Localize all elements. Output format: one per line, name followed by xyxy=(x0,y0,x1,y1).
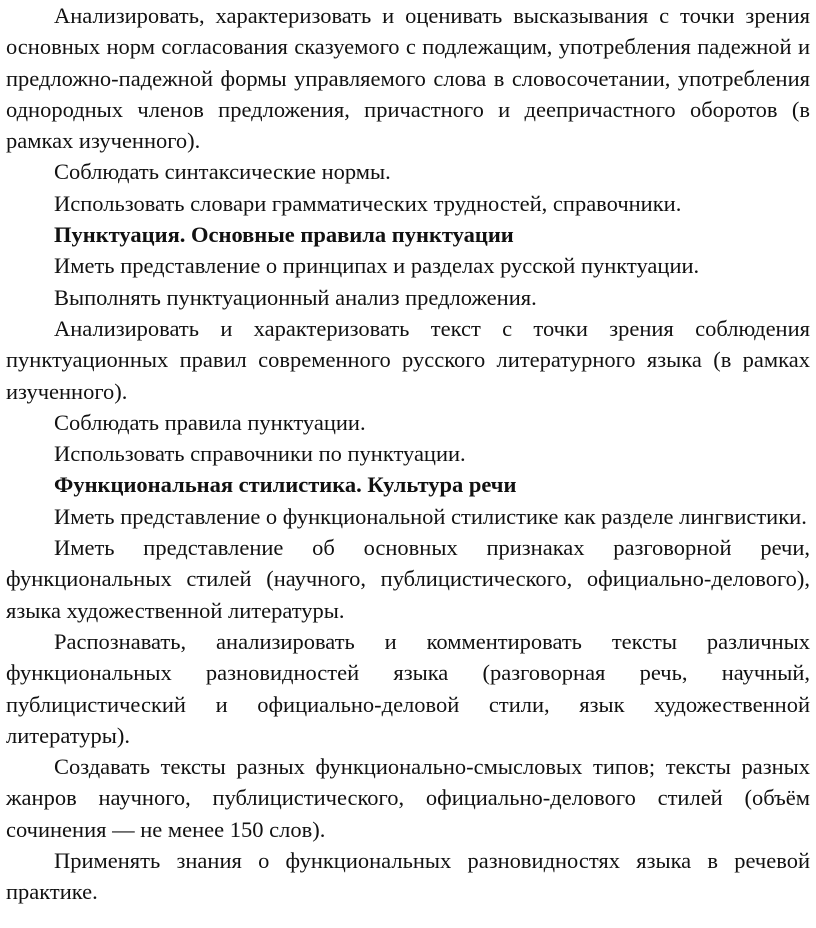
paragraph: Анализировать, характеризовать и оценивать высказывания с точки зрения основных норм согласования сказуемого с подлежащим, употребления падежной и предложно-падежной формы управляемого слова в словосочетании, употребления однородных членов предложения, причастного и деепричастного оборотов (в рамках изученного). xyxy=(6,3,810,154)
paragraph: Использовать словари грамматических трудностей, справочники. xyxy=(54,190,682,216)
paragraph: Выполнять пунктуационный анализ предложения. xyxy=(54,284,537,310)
paragraph: Соблюдать правила пунктуации. xyxy=(54,409,366,435)
paragraph: Создавать тексты разных функционально-смысловых типов; тексты разных жанров научного, публицистического, официально-делового стилей (объём сочинения — не менее 150 слов). xyxy=(6,754,810,842)
paragraph: Применять знания о функциональных разновидностях языка в речевой практике. xyxy=(6,848,810,905)
paragraph: Распознавать, анализировать и комментировать тексты различных функциональных разновидностей языка (разговорная речь, научный, публицистический и официально-деловой стили, язык художественной литературы). xyxy=(6,628,810,748)
section-heading: Пунктуация. Основные правила пунктуации xyxy=(54,222,514,248)
paragraph: Соблюдать синтаксические нормы. xyxy=(54,159,391,185)
paragraph: Иметь представление об основных признаках разговорной речи, функциональных стилей (научного, публицистического, официально-делового), языка художественной литературы. xyxy=(6,535,810,623)
paragraph: Анализировать и характеризовать текст с точки зрения соблюдения пунктуационных правил современного русского литературного языка (в рамках изученного). xyxy=(6,315,810,404)
section-heading: Функциональная стилистика. Культура речи xyxy=(54,472,517,498)
paragraph: Иметь представление о принципах и разделах русской пунктуации. xyxy=(54,253,700,279)
paragraph: Иметь представление о функциональной стилистике как разделе лингвистики. xyxy=(54,503,807,529)
paragraph: Использовать справочники по пунктуации. xyxy=(54,441,466,467)
